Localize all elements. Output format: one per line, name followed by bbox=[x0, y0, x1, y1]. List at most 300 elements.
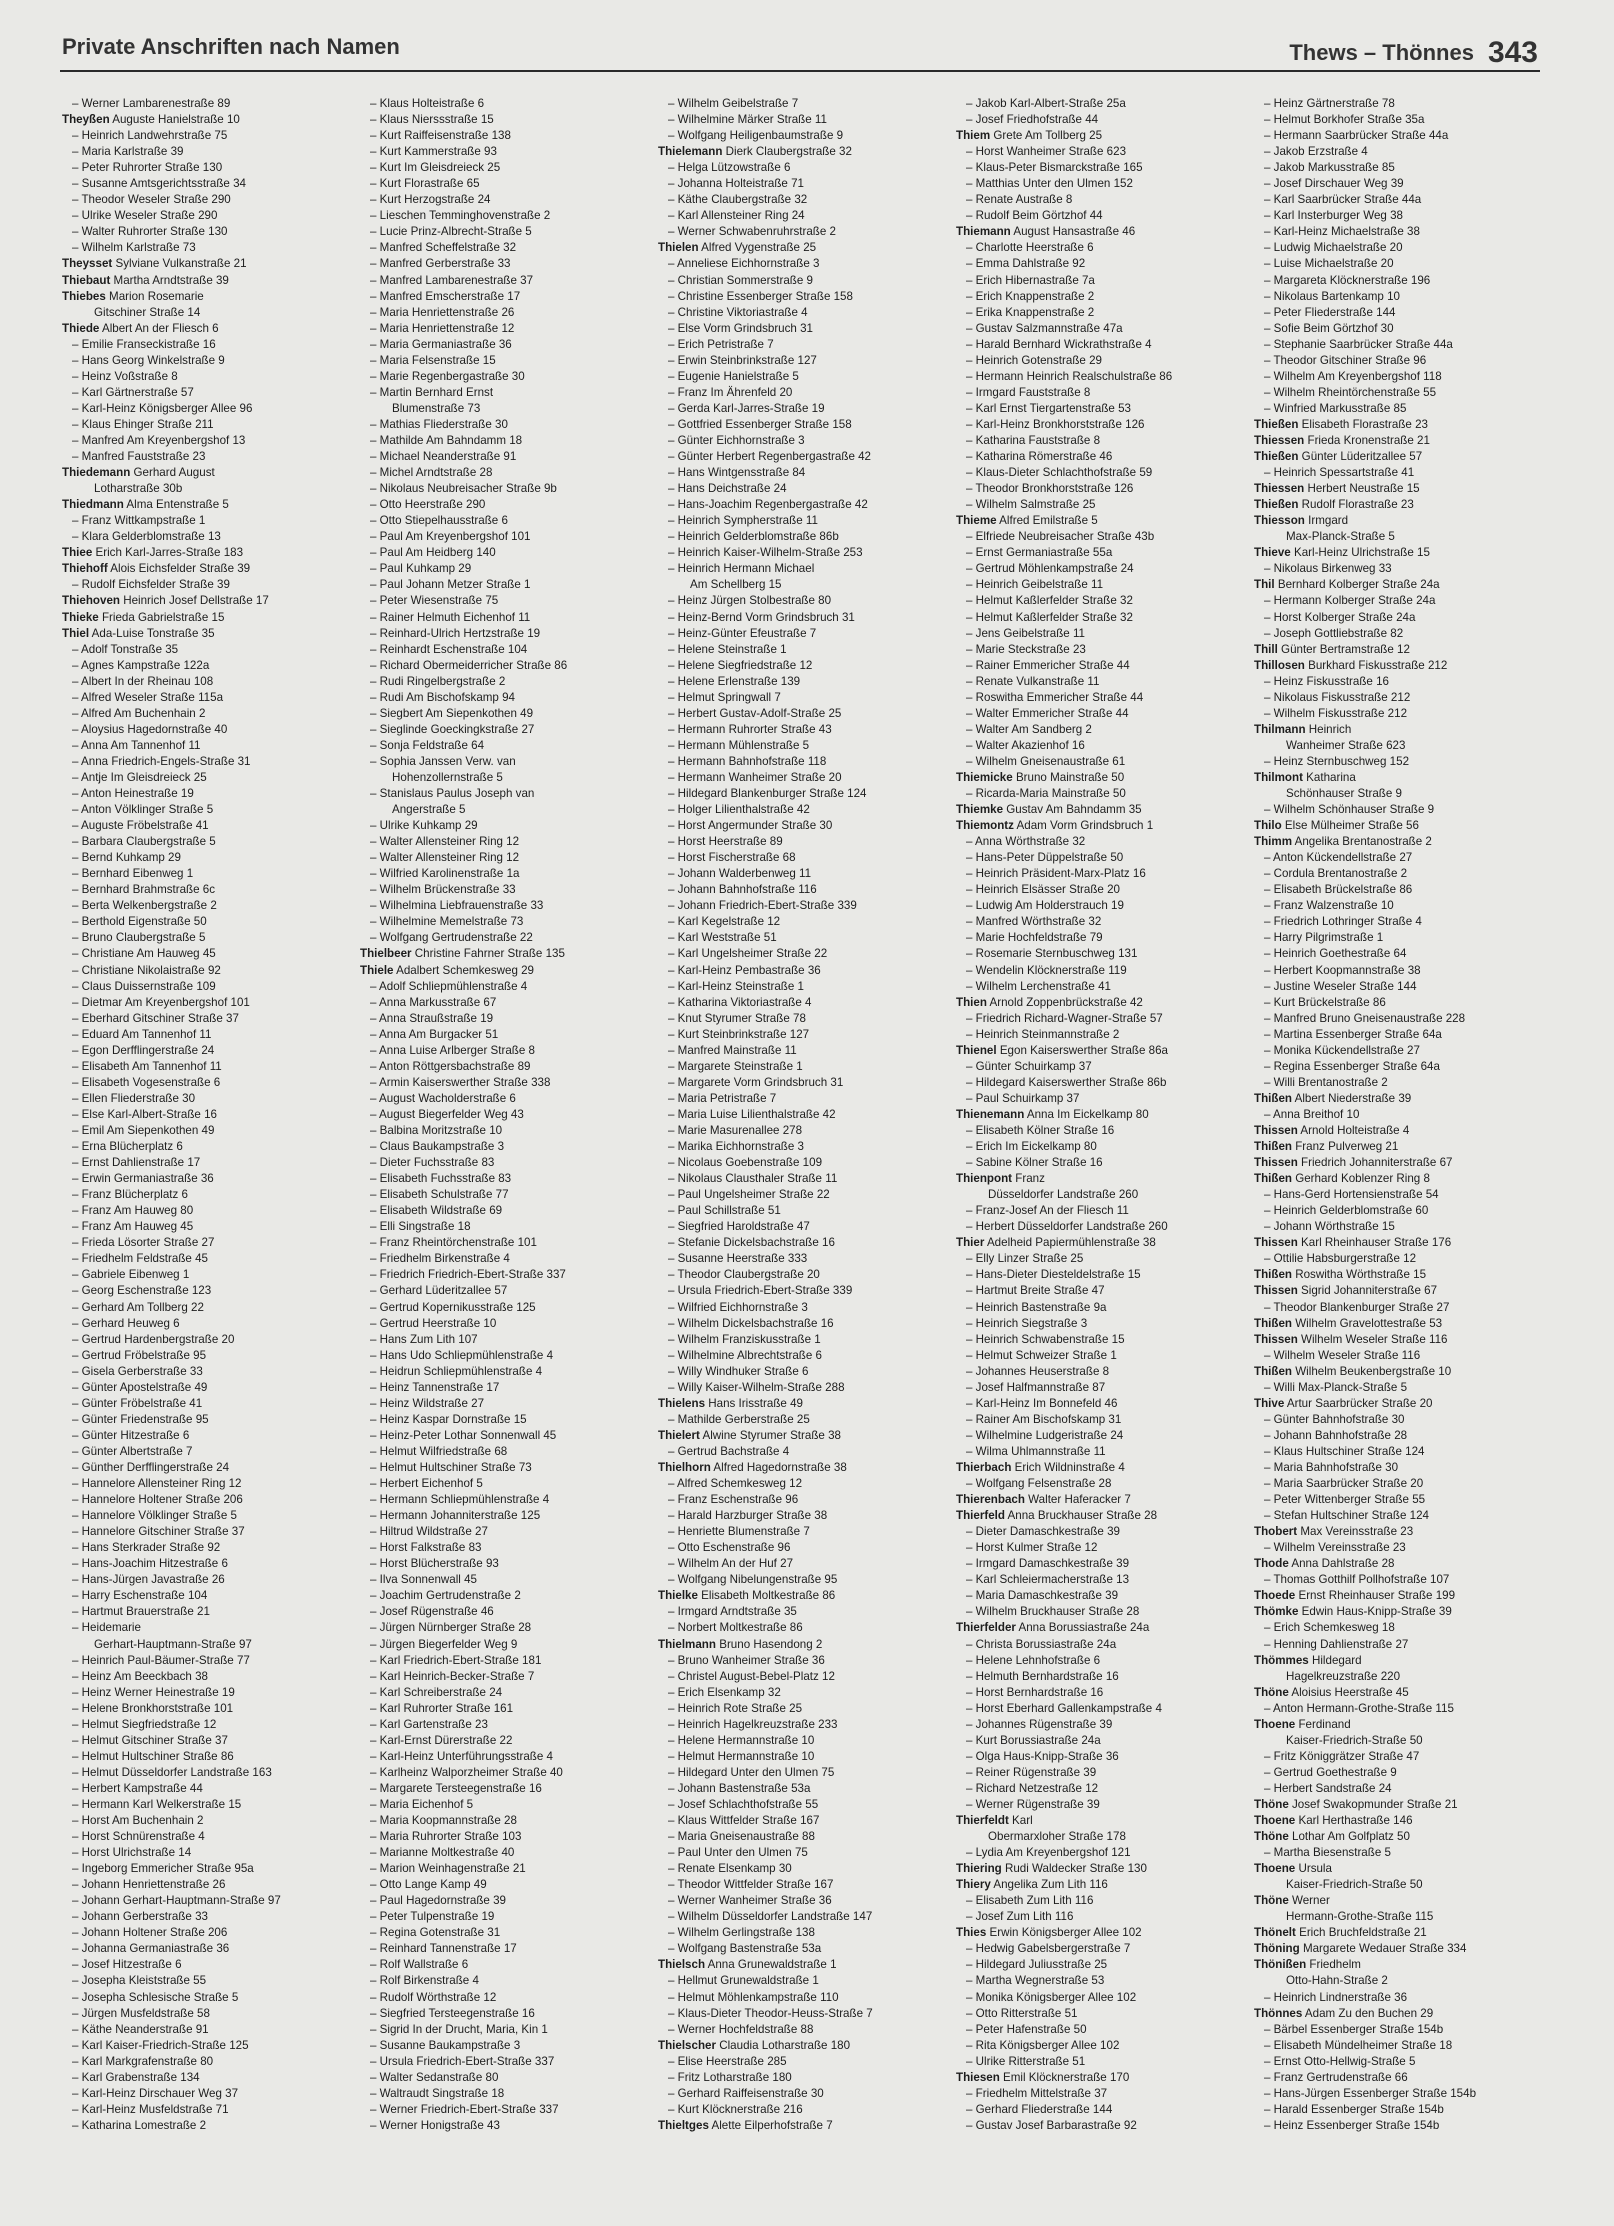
directory-entry: – Helmut Schweizer Straße 1 bbox=[966, 1348, 1117, 1362]
directory-entry: Thoene Ursula bbox=[1254, 1862, 1332, 1876]
directory-entry: – Hermann Mühlenstraße 5 bbox=[668, 738, 810, 752]
directory-entry: Hohenzollernstraße 5 bbox=[392, 770, 503, 784]
directory-entry: – Hans Zum Lith 107 bbox=[370, 1332, 478, 1346]
directory-entry: – Maria Eichenhof 5 bbox=[370, 1797, 474, 1811]
directory-entry: Thielbeer Christine Fahrner Straße 135 bbox=[360, 947, 565, 961]
directory-entry: – Otto Ritterstraße 51 bbox=[966, 2006, 1078, 2020]
directory-entry: – Luise Michaelstraße 20 bbox=[1264, 257, 1394, 271]
directory-entry: Thierfeldt Karl bbox=[956, 1814, 1033, 1828]
directory-entry: – Wilhelm Vereinsstraße 23 bbox=[1264, 1541, 1406, 1555]
directory-entry: Thien Arnold Zoppenbrückstraße 42 bbox=[956, 995, 1143, 1009]
directory-entry: – Peter Ruhrorter Straße 130 bbox=[72, 161, 223, 175]
directory-entry: – Karl Ungelsheimer Straße 22 bbox=[668, 947, 828, 961]
surname: Thönelt bbox=[1254, 1926, 1296, 1940]
directory-entry: – Emilie Franseckistraße 16 bbox=[72, 337, 216, 351]
directory-entry: – Gertrud Hardenbergstraße 20 bbox=[72, 1332, 235, 1346]
directory-entry: – Reinhard Tannenstraße 17 bbox=[370, 1942, 517, 1956]
directory-entry: – Henning Dahlienstraße 27 bbox=[1264, 1637, 1409, 1651]
directory-entry: – Eugenie Hanielstraße 5 bbox=[668, 369, 799, 383]
directory-entry: – Johannes Rügenstraße 39 bbox=[966, 1717, 1113, 1731]
directory-entry: Blumenstraße 73 bbox=[392, 401, 481, 415]
surname: Thöne bbox=[1254, 1685, 1289, 1699]
directory-entry: – Hermann Ruhrorter Straße 43 bbox=[668, 722, 832, 736]
directory-entry: – Renate Vulkanstraße 11 bbox=[966, 674, 1100, 688]
directory-entry: Thive Artur Saarbrücker Straße 20 bbox=[1254, 1396, 1433, 1410]
directory-entry: Gitschiner Straße 14 bbox=[94, 305, 201, 319]
directory-entry: – Horst Falkstraße 83 bbox=[370, 1541, 482, 1555]
directory-entry: – Heinrich Rote Straße 25 bbox=[668, 1701, 803, 1715]
directory-entry: – Monika Königsberger Allee 102 bbox=[966, 1990, 1137, 2004]
name-range: Thews – Thönnes bbox=[1289, 40, 1474, 65]
directory-entry: Thiebaut Martha Arndtstraße 39 bbox=[62, 273, 229, 287]
directory-entry: – Gerhard Lüderitzallee 57 bbox=[370, 1284, 508, 1298]
directory-entry: – Helmut Möhlenkampstraße 110 bbox=[668, 1990, 839, 2004]
directory-entry: – Gertrud Fröbelstraße 95 bbox=[72, 1348, 207, 1362]
directory-entry: – Hans-Jürgen Essenberger Straße 154b bbox=[1264, 2086, 1477, 2100]
directory-entry: – Harald Essenberger Straße 154b bbox=[1264, 2102, 1444, 2116]
directory-entry: – Sofie Beim Görtzhof 30 bbox=[1264, 321, 1394, 335]
directory-entry: Thißen Wilhelm Gravelottestraße 53 bbox=[1254, 1316, 1443, 1330]
surname: Thienel bbox=[956, 1043, 997, 1057]
directory-entry: – Heinrich Geibelstraße 11 bbox=[966, 578, 1104, 592]
directory-entry: – Friedrich Friedrich-Ebert-Straße 337 bbox=[370, 1268, 566, 1282]
directory-entry: – Marie Steckstraße 23 bbox=[966, 642, 1086, 656]
column-4 bbox=[956, 96, 1248, 2206]
directory-entry: – Bruno Wanheimer Straße 36 bbox=[668, 1653, 825, 1667]
directory-entry: – Balbina Moritzstraße 10 bbox=[370, 1124, 503, 1137]
directory-entry: Thieve Karl-Heinz Ulrichstraße 15 bbox=[1254, 546, 1430, 560]
directory-entry: – Else Vorm Grindsbruch 31 bbox=[668, 321, 813, 335]
directory-entry: – Lydia Am Kreyenbergshof 121 bbox=[966, 1846, 1131, 1860]
directory-entry: Thienemann Anna Im Eickelkamp 80 bbox=[956, 1107, 1149, 1121]
directory-entry: – Johann Friedrich-Ebert-Straße 339 bbox=[668, 899, 857, 913]
directory-entry: – Karl Markgrafenstraße 80 bbox=[72, 2054, 214, 2068]
directory-entry: – Otto Lange Kamp 49 bbox=[370, 1878, 487, 1892]
directory-entry: – Christiane Am Hauweg 45 bbox=[72, 947, 216, 961]
directory-entry: – Heinz Fiskusstraße 16 bbox=[1264, 674, 1390, 688]
directory-entry: – Wilhelmine Memelstraße 73 bbox=[370, 915, 524, 929]
directory-entry: – Katharina Fauststraße 8 bbox=[966, 433, 1101, 447]
surname: Thier bbox=[956, 1236, 985, 1250]
directory-entry: – Johann Walderbenweg 11 bbox=[668, 867, 812, 881]
directory-entry: – Helmut Siegfriedstraße 12 bbox=[72, 1717, 217, 1731]
directory-entry: – Elisabeth Zum Lith 116 bbox=[966, 1894, 1094, 1908]
directory-entry: – Helmut Borkhofer Straße 35a bbox=[1264, 113, 1425, 127]
directory-entry: – Klaus Hultschiner Straße 124 bbox=[1264, 1444, 1425, 1458]
directory-entry: – Harald Bernhard Wickrathstraße 4 bbox=[966, 337, 1152, 351]
surname: Thissen bbox=[1254, 1156, 1298, 1170]
directory-entry: – Friedrich Lothringer Straße 4 bbox=[1264, 915, 1422, 929]
directory-entry: – Wilhelm Düsseldorfer Landstraße 147 bbox=[668, 1910, 873, 1924]
directory-entry: Thiehoff Alois Eichsfelder Straße 39 bbox=[62, 562, 251, 576]
directory-entry: – Rosemarie Sternbuschweg 131 bbox=[966, 947, 1138, 961]
directory-entry: – Anton Hermann-Grothe-Straße 115 bbox=[1264, 1701, 1454, 1715]
directory-entry: – Johann Henriettenstraße 26 bbox=[72, 1878, 226, 1892]
surname: Thiemann bbox=[956, 225, 1011, 239]
directory-entry: – Hiltrud Wildstraße 27 bbox=[370, 1525, 488, 1539]
surname: Thiehoven bbox=[62, 594, 120, 608]
directory-entry: – Heinz Kaspar Dornstraße 15 bbox=[370, 1412, 527, 1426]
directory-entry: – Helene Erlenstraße 139 bbox=[668, 674, 801, 688]
directory-entry: – Manfred Bruno Gneisenaustraße 228 bbox=[1264, 1011, 1466, 1025]
directory-entry: – Klaus-Dieter Theodor-Heuss-Straße 7 bbox=[668, 2006, 873, 2020]
surname: Thissen bbox=[1254, 1284, 1298, 1298]
directory-entry: – Gertrud Bachstraße 4 bbox=[668, 1444, 790, 1458]
directory-entry: – Franz Am Hauweg 80 bbox=[72, 1204, 194, 1218]
directory-entry: – Josef Friedhofstraße 44 bbox=[966, 113, 1099, 127]
directory-entry: – Heinrich Landwehrstraße 75 bbox=[72, 129, 228, 143]
directory-entry: – Horst Kolberger Straße 24a bbox=[1264, 610, 1416, 624]
surname: Thoede bbox=[1254, 1589, 1296, 1603]
surname: Thömke bbox=[1254, 1605, 1299, 1619]
directory-entry: – Johannes Heuserstraße 8 bbox=[966, 1364, 1110, 1378]
directory-entry: Thode Anna Dahlstraße 28 bbox=[1254, 1557, 1395, 1571]
surname: Theysset bbox=[62, 257, 113, 271]
directory-entry: – Theodor Weseler Straße 290 bbox=[72, 193, 231, 207]
directory-entry: – Maria Saarbrücker Straße 20 bbox=[1264, 1477, 1424, 1491]
surname: Thiele bbox=[360, 963, 394, 977]
directory-entry: – Martha Biesenstraße 5 bbox=[1264, 1846, 1391, 1860]
directory-entry: – Erna Blücherplatz 6 bbox=[72, 1140, 183, 1154]
surname: Thierfeldt bbox=[956, 1814, 1009, 1828]
directory-entry: – Manfred Mainstraße 11 bbox=[668, 1043, 797, 1057]
directory-entry: – Hedwig Gabelsbergerstraße 7 bbox=[966, 1942, 1131, 1956]
directory-entry: – Heinz-Günter Efeustraße 7 bbox=[668, 626, 817, 640]
directory-entry: Thielen Alfred Vygenstraße 25 bbox=[658, 241, 817, 255]
directory-entry: Thiebes Marion Rosemarie bbox=[62, 289, 204, 303]
directory-entry: Thiery Angelika Zum Lith 116 bbox=[956, 1878, 1108, 1892]
surname: Thiel bbox=[62, 626, 90, 640]
directory-entry: – Horst Eberhard Gallenkampstraße 4 bbox=[966, 1701, 1162, 1715]
directory-entry: – Richard Obermeiderricher Straße 86 bbox=[370, 658, 568, 672]
directory-entry: – Karl Heinrich-Becker-Straße 7 bbox=[370, 1669, 535, 1683]
directory-entry: – Dieter Fuchsstraße 83 bbox=[370, 1156, 495, 1170]
directory-entry: – Horst Wanheimer Straße 623 bbox=[966, 145, 1127, 159]
surname: Thömmes bbox=[1254, 1653, 1309, 1667]
directory-entry: – Klaus Ehinger Straße 211 bbox=[72, 417, 214, 431]
directory-entry: – Horst Blücherstraße 93 bbox=[370, 1557, 499, 1571]
directory-entry: – Walter Allensteiner Ring 12 bbox=[370, 851, 520, 865]
directory-entry: – Nikolaus Birkenweg 33 bbox=[1264, 562, 1392, 576]
directory-entry: – Hermann Heinrich Realschulstraße 86 bbox=[966, 369, 1173, 383]
directory-entry: – Günter Friedenstraße 95 bbox=[72, 1412, 209, 1426]
directory-entry: – Hellmut Grunewaldstraße 1 bbox=[668, 1974, 819, 1988]
directory-entry: Thißen Wilhelm Beukenbergstraße 10 bbox=[1254, 1364, 1452, 1378]
directory-entry: – Maria Petristraße 7 bbox=[668, 1091, 777, 1105]
directory-entry: – Wilhelmine Albrechtstraße 6 bbox=[668, 1348, 823, 1362]
directory-entry: – Helmut Hultschiner Straße 73 bbox=[370, 1460, 532, 1474]
directory-entry: – Herbert Düsseldorfer Landstraße 260 bbox=[966, 1220, 1168, 1234]
surname: Thoene bbox=[1254, 1862, 1296, 1876]
directory-entry: Thiele Adalbert Schemkesweg 29 bbox=[360, 963, 535, 977]
directory-entry: – Werner Hochfeldstraße 88 bbox=[668, 2022, 814, 2036]
directory-entry: – Jakob Erzstraße 4 bbox=[1264, 145, 1368, 159]
directory-entry: Thißen Gerhard Koblenzer Ring 8 bbox=[1254, 1172, 1430, 1186]
directory-entry: Thienel Egon Kaiserswerther Straße 86a bbox=[956, 1043, 1169, 1057]
directory-entry: – Elfriede Neubreisacher Straße 43b bbox=[966, 530, 1155, 544]
directory-entry: – Gustav Salzmannstraße 47a bbox=[966, 321, 1123, 335]
directory-entry: – Kurt Im Gleisdreieck 25 bbox=[370, 161, 501, 175]
directory-entry: – Dieter Damaschkestraße 39 bbox=[966, 1525, 1121, 1539]
directory-entry: – Joseph Gottliebstraße 82 bbox=[1264, 626, 1404, 640]
directory-entry: Thiering Rudi Waldecker Straße 130 bbox=[956, 1862, 1147, 1876]
directory-entry: Thiedmann Alma Entenstraße 5 bbox=[62, 498, 229, 512]
page-number: 343 bbox=[1487, 36, 1538, 69]
directory-entry: – Johann Bastenstraße 53a bbox=[668, 1781, 811, 1795]
directory-entry: – Franz Wittkampstraße 1 bbox=[72, 514, 206, 528]
directory-entry: – Günther Derfflingerstraße 24 bbox=[72, 1460, 230, 1474]
directory-entry: – Siegbert Am Siepenkothen 49 bbox=[370, 706, 534, 720]
directory-entry: – Josef Halfmannstraße 87 bbox=[966, 1380, 1106, 1394]
surname: Thielert bbox=[658, 1428, 700, 1442]
directory-entry: – Alfred Am Buchenhain 2 bbox=[72, 706, 206, 720]
directory-entry: Thiessen Herbert Neustraße 15 bbox=[1254, 482, 1420, 496]
directory-entry: – Hildegard Blankenburger Straße 124 bbox=[668, 787, 867, 801]
surname: Thiebaut bbox=[62, 273, 111, 287]
directory-entry: – Heinrich Schwabenstraße 15 bbox=[966, 1332, 1125, 1346]
directory-entry: – Gertrud Heerstraße 10 bbox=[370, 1316, 497, 1330]
directory-entry: Thiemicke Bruno Mainstraße 50 bbox=[956, 770, 1125, 784]
directory-entry: – Heinrich Gotenstraße 29 bbox=[966, 353, 1102, 367]
directory-entry: – Jens Geibelstraße 11 bbox=[966, 626, 1086, 640]
directory-entry: – Theodor Claubergstraße 20 bbox=[668, 1268, 820, 1282]
directory-entry: – Horst Kulmer Straße 12 bbox=[966, 1541, 1098, 1555]
directory-entry: – Helene Steinstraße 1 bbox=[668, 642, 787, 656]
directory-entry: – Hans-Dieter Diesteldelstraße 15 bbox=[966, 1268, 1141, 1282]
directory-entry: – Christine Essenberger Straße 158 bbox=[668, 289, 853, 303]
directory-entry: – Sophia Janssen Verw. van bbox=[370, 754, 516, 768]
surname: Thielscher bbox=[658, 2038, 716, 2052]
directory-entry: – Erich Petristraße 7 bbox=[668, 337, 774, 351]
directory-entry: – Henriette Blumenstraße 7 bbox=[668, 1525, 810, 1539]
directory-entry: – Karl Gartenstraße 23 bbox=[370, 1717, 488, 1731]
directory-entry: Thienpont Franz bbox=[956, 1172, 1045, 1186]
directory-entry: – Gisela Gerberstraße 33 bbox=[72, 1364, 203, 1378]
directory-entry: – Günter Albertstraße 7 bbox=[72, 1444, 193, 1458]
directory-entry: – Harry Eschenstraße 104 bbox=[72, 1589, 208, 1603]
directory-entry: – Maria Germaniastraße 36 bbox=[370, 337, 512, 351]
directory-entry: – Jürgen Musfeldstraße 58 bbox=[72, 2006, 210, 2020]
directory-entry: Thissen Karl Rheinhauser Straße 176 bbox=[1254, 1236, 1452, 1250]
directory-entry: – Wolfgang Bastenstraße 53a bbox=[668, 1942, 822, 1956]
directory-entry: Thönnes Adam Zu den Buchen 29 bbox=[1254, 2006, 1434, 2020]
directory-entry: – Helmut Kaßlerfelder Straße 32 bbox=[966, 594, 1133, 608]
directory-entry: – Elisabeth Fuchsstraße 83 bbox=[370, 1172, 512, 1186]
directory-entry: – Heinz-Peter Lothar Sonnenwall 45 bbox=[370, 1428, 557, 1442]
surname: Thißen bbox=[1254, 1140, 1292, 1154]
directory-entry: Thissen Arnold Holteistraße 4 bbox=[1254, 1124, 1410, 1137]
directory-entry: Thiee Erich Karl-Jarres-Straße 183 bbox=[62, 546, 244, 560]
directory-entry: – Anna Straußstraße 19 bbox=[370, 1011, 494, 1025]
surname: Thiedmann bbox=[62, 498, 124, 512]
directory-entry: – Karl-Heinz Musfeldstraße 71 bbox=[72, 2102, 229, 2116]
directory-entry: Thiemke Gustav Am Bahndamm 35 bbox=[956, 803, 1142, 817]
directory-entry: – Irmgard Damaschkestraße 39 bbox=[966, 1557, 1130, 1571]
directory-entry: – Ulrike Weseler Straße 290 bbox=[72, 209, 218, 223]
directory-entry: – Walter Ruhrorter Straße 130 bbox=[72, 225, 228, 239]
directory-entry: – Heinz Jürgen Stolbestraße 80 bbox=[668, 594, 832, 608]
directory-entry: – Stephanie Saarbrücker Straße 44a bbox=[1264, 337, 1453, 351]
column-2 bbox=[360, 96, 652, 2206]
directory-entry: – Karl-Heinz Im Bonnefeld 46 bbox=[966, 1396, 1118, 1410]
directory-entry: – Paul Hagedornstraße 39 bbox=[370, 1894, 506, 1908]
directory-entry: – Wilfried Karolinenstraße 1a bbox=[370, 867, 520, 881]
directory-entry: – Kurt Kammerstraße 93 bbox=[370, 145, 497, 159]
directory-entry: – Nikolaus Neubreisacher Straße 9b bbox=[370, 482, 557, 496]
directory-entry: Schönhauser Straße 9 bbox=[1286, 787, 1403, 801]
directory-entry: – Susanne Baukampstraße 3 bbox=[370, 2038, 521, 2052]
directory-entry: – Susanne Amtsgerichtsstraße 34 bbox=[72, 177, 246, 191]
directory-entry: – Hermann Karl Welkerstraße 15 bbox=[72, 1797, 242, 1811]
directory-entry: – Maria Koopmannstraße 28 bbox=[370, 1814, 517, 1828]
surname: Thißen bbox=[1254, 1268, 1292, 1282]
directory-entry: – Friedrich Richard-Wagner-Straße 57 bbox=[966, 1011, 1163, 1025]
directory-entry: Thielert Alwine Styrumer Straße 38 bbox=[658, 1428, 841, 1442]
directory-entry: – Albert In der Rheinau 108 bbox=[72, 674, 214, 688]
directory-entry: Thissen Sigrid Johanniterstraße 67 bbox=[1254, 1284, 1438, 1298]
directory-entry: Thierbach Erich Wildninstraße 4 bbox=[956, 1460, 1125, 1474]
directory-entry: Thielmann Bruno Hasendong 2 bbox=[658, 1637, 823, 1651]
directory-entry: – Elisabeth Am Tannenhof 11 bbox=[72, 1059, 222, 1073]
directory-entry: – Josef Rügenstraße 46 bbox=[370, 1605, 494, 1619]
directory-entry: – Heinz Wildstraße 27 bbox=[370, 1396, 485, 1410]
directory-entry: – Karl Allensteiner Ring 24 bbox=[668, 209, 805, 223]
directory-entry: – Elisabeth Schulstraße 77 bbox=[370, 1188, 509, 1202]
directory-entry: – Kurt Steinbrinkstraße 127 bbox=[668, 1027, 810, 1041]
directory-entry: – Ottilie Habsburgerstraße 12 bbox=[1264, 1252, 1417, 1266]
directory-entry: – Ursula Friedrich-Ebert-Straße 339 bbox=[668, 1284, 853, 1298]
directory-entry: – Karl Ruhrorter Straße 161 bbox=[370, 1701, 514, 1715]
directory-entry: – Günter Eichhornstraße 3 bbox=[668, 433, 805, 447]
directory-entry: – Lieschen Temminghovenstraße 2 bbox=[370, 209, 551, 223]
directory-entry: – Heinrich Lindnerstraße 36 bbox=[1264, 1990, 1408, 2004]
directory-entry: Thielscher Claudia Lotharstraße 180 bbox=[658, 2038, 851, 2052]
directory-entry: – Josef Schlachthofstraße 55 bbox=[668, 1797, 819, 1811]
directory-entry: – Stefan Hultschiner Straße 124 bbox=[1264, 1509, 1429, 1523]
directory-entry: Thönißen Friedhelm bbox=[1254, 1958, 1361, 1972]
directory-entry: – Manfred Wörthstraße 32 bbox=[966, 915, 1102, 929]
directory-entry: – Georg Eschenstraße 123 bbox=[72, 1284, 212, 1298]
directory-entry: Thiem Grete Am Tollberg 25 bbox=[956, 129, 1103, 143]
directory-entry: – Marie Regenbergastraße 30 bbox=[370, 369, 525, 383]
directory-entry: – Heinz-Bernd Vorm Grindsbruch 31 bbox=[668, 610, 855, 624]
surname: Thieltges bbox=[658, 2118, 709, 2132]
directory-entry: – Eduard Am Tannenhof 11 bbox=[72, 1027, 212, 1041]
directory-entry: – Elisabeth Kölner Straße 16 bbox=[966, 1124, 1115, 1137]
directory-entry: – Renate Elsenkamp 30 bbox=[668, 1862, 792, 1876]
directory-entry: – Wilhelm Franziskusstraße 1 bbox=[668, 1332, 821, 1346]
surname: Thoene bbox=[1254, 1717, 1296, 1731]
directory-entry: – Klaus-Dieter Schlachthofstraße 59 bbox=[966, 466, 1153, 480]
directory-entry: – Wilhelm Salmstraße 25 bbox=[966, 498, 1096, 512]
directory-entry: – Katharina Viktoriastraße 4 bbox=[668, 995, 812, 1009]
directory-entry: – Werner Wanheimer Straße 36 bbox=[668, 1894, 832, 1908]
directory-entry: – Katharina Lomestraße 2 bbox=[72, 2118, 207, 2132]
surname: Thielemann bbox=[658, 145, 723, 159]
directory-entry: – Anton Völklinger Straße 5 bbox=[72, 803, 214, 817]
directory-entry: – Walter Allensteiner Ring 12 bbox=[370, 835, 520, 849]
directory-entry: – Maria Ruhrorter Straße 103 bbox=[370, 1830, 522, 1844]
directory-entry: – Heinrich Elsässer Straße 20 bbox=[966, 883, 1121, 897]
surname: Thießen bbox=[1254, 450, 1299, 464]
directory-entry: – Sieglinde Goeckingkstraße 27 bbox=[370, 722, 535, 736]
directory-entry: – Christian Sommerstraße 9 bbox=[668, 273, 813, 287]
directory-entry: Thöne Lothar Am Golfplatz 50 bbox=[1254, 1830, 1410, 1844]
directory-entry: – Waltraudt Singstraße 18 bbox=[370, 2086, 505, 2100]
surname: Thieve bbox=[1254, 546, 1291, 560]
directory-entry: – Karl Kegelstraße 12 bbox=[668, 915, 781, 929]
directory-entry: – Margarete Tersteegenstraße 16 bbox=[370, 1781, 542, 1795]
directory-entry: Gerhart-Hauptmann-Straße 97 bbox=[94, 1637, 252, 1651]
directory-entry: Obermarxloher Straße 178 bbox=[988, 1830, 1126, 1844]
directory-entry: – Willi Brentanostraße 2 bbox=[1264, 1075, 1388, 1089]
directory-entry: – Anna Wörthstraße 32 bbox=[966, 835, 1086, 849]
directory-entry: – Christiane Nikolaistraße 92 bbox=[72, 963, 221, 977]
directory-entry: – Wilhelm Karlstraße 73 bbox=[72, 241, 196, 255]
directory-entry: – Alfred Schemkesweg 12 bbox=[668, 1477, 803, 1491]
directory-entry: – Karl-Heinz Königsberger Allee 96 bbox=[72, 401, 253, 415]
directory-entry: – Manfred Gerberstraße 33 bbox=[370, 257, 511, 271]
directory-entry: – Berthold Eigenstraße 50 bbox=[72, 915, 207, 929]
directory-entry: – Günter Herbert Regenbergastraße 42 bbox=[668, 450, 872, 464]
directory-entry: – Sigrid In der Drucht, Maria, Kin 1 bbox=[370, 2022, 548, 2036]
directory-entry: Thiemann August Hansastraße 46 bbox=[956, 225, 1136, 239]
directory-entry: – Maria Damaschkestraße 39 bbox=[966, 1589, 1119, 1603]
directory-entry: – Emma Dahlstraße 92 bbox=[966, 257, 1086, 271]
directory-entry: – Günter Schuirkamp 37 bbox=[966, 1059, 1092, 1073]
directory-entry: – Johann Gerberstraße 33 bbox=[72, 1910, 208, 1924]
directory-entry: Thillosen Burkhard Fiskusstraße 212 bbox=[1254, 658, 1448, 672]
surname: Thode bbox=[1254, 1557, 1289, 1571]
directory-entry: – Christel August-Bebel-Platz 12 bbox=[668, 1669, 835, 1683]
directory-entry: – Hans-Joachim Regenbergastraße 42 bbox=[668, 498, 868, 512]
surname: Thoene bbox=[1254, 1814, 1296, 1828]
directory-entry: – Karl Gärtnerstraße 57 bbox=[72, 385, 194, 399]
directory-entry: – Wilhelm Dickelsbachstraße 16 bbox=[668, 1316, 834, 1330]
directory-entry: – Harald Harzburger Straße 38 bbox=[668, 1509, 828, 1523]
surname: Thieke bbox=[62, 610, 99, 624]
directory-entry: – Gabriele Eibenweg 1 bbox=[72, 1268, 190, 1282]
directory-entry: – Hartmut Brauerstraße 21 bbox=[72, 1605, 210, 1619]
directory-entry: – Günter Apostelstraße 49 bbox=[72, 1380, 208, 1394]
directory-entry: Thies Erwin Königsberger Allee 102 bbox=[956, 1926, 1142, 1940]
directory-entry: – Wilhelm Schönhauser Straße 9 bbox=[1264, 803, 1435, 817]
directory-entry: – Hans Sterkrader Straße 92 bbox=[72, 1541, 221, 1555]
directory-entry: – Horst Am Buchenhain 2 bbox=[72, 1814, 204, 1828]
directory-entry: – Ludwig Am Holderstrauch 19 bbox=[966, 899, 1124, 913]
directory-entry: – Hildegard Unter den Ulmen 75 bbox=[668, 1765, 835, 1779]
directory-entry: – Günter Bahnhofstraße 30 bbox=[1264, 1412, 1405, 1426]
directory-entry: Kaiser-Friedrich-Straße 50 bbox=[1286, 1733, 1423, 1747]
directory-entry: – Anneliese Eichhornstraße 3 bbox=[668, 257, 820, 271]
directory-entry: – Jakob Markusstraße 85 bbox=[1264, 161, 1395, 175]
directory-entry: – Johann Wörthstraße 15 bbox=[1264, 1220, 1395, 1234]
directory-entry: Kaiser-Friedrich-Straße 50 bbox=[1286, 1878, 1423, 1892]
directory-entry: – Franz Gertrudenstraße 66 bbox=[1264, 2070, 1408, 2084]
directory-entry: – Hildegard Juliusstraße 25 bbox=[966, 1958, 1108, 1972]
directory-entry: Theysset Sylviane Vulkanstraße 21 bbox=[62, 257, 247, 271]
directory-entry: – Gerhard Fliederstraße 144 bbox=[966, 2102, 1113, 2116]
surname: Thiery bbox=[956, 1878, 991, 1892]
surname: Thiesen bbox=[956, 2070, 1000, 2084]
surname: Thielen bbox=[658, 241, 699, 255]
directory-entry: – Elli Singstraße 18 bbox=[370, 1220, 471, 1234]
directory-entry: – Günter Fröbelstraße 41 bbox=[72, 1396, 203, 1410]
directory-entry: – Paul Schillstraße 51 bbox=[668, 1204, 781, 1218]
directory-entry: – Mathilde Gerberstraße 25 bbox=[668, 1412, 810, 1426]
directory-entry: – Siegfried Tersteegenstraße 16 bbox=[370, 2006, 535, 2020]
directory-entry: Thönelt Erich Bruchfeldstraße 21 bbox=[1254, 1926, 1427, 1940]
